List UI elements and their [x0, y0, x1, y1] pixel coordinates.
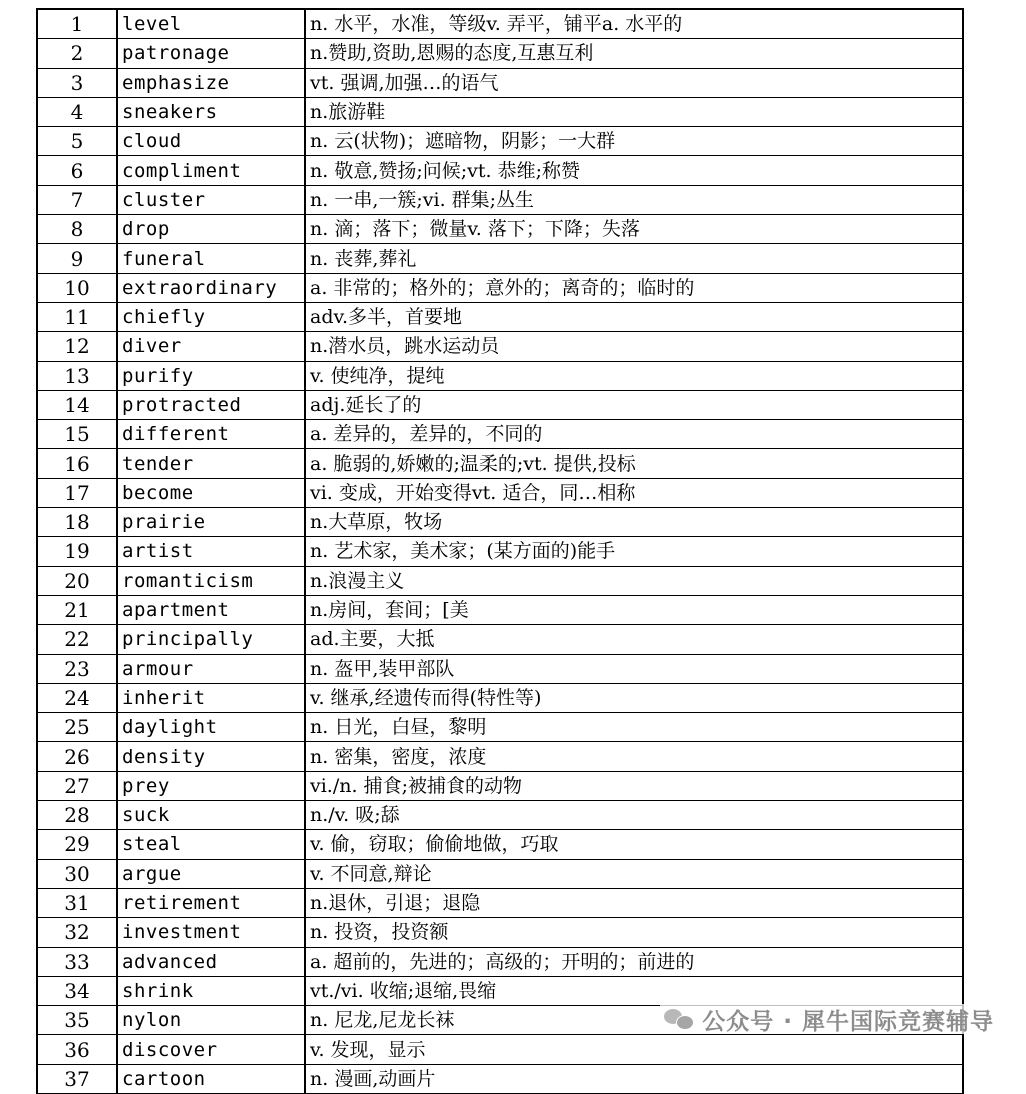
row-word: tender: [117, 449, 305, 478]
row-word: steal: [117, 830, 305, 859]
table-row: [37, 244, 963, 273]
row-definition: a. 脆弱的,娇嫩的;温柔的;vt. 提供,投标: [305, 449, 963, 478]
table-row: [37, 127, 963, 156]
row-word: emphasize: [117, 68, 305, 97]
table-row: [37, 683, 963, 712]
table-row: [37, 771, 963, 800]
row-definition: n.房间，套间；[美: [305, 595, 963, 624]
row-number: 14: [37, 390, 117, 419]
row-number: 18: [37, 508, 117, 537]
row-number: 32: [37, 918, 117, 947]
table-row: [37, 9, 963, 39]
table-row: [37, 478, 963, 507]
row-number: 30: [37, 859, 117, 888]
row-definition: n.大草原，牧场: [305, 508, 963, 537]
row-word: drop: [117, 215, 305, 244]
table-row: [37, 185, 963, 214]
row-word: apartment: [117, 595, 305, 624]
table-row: [37, 420, 963, 449]
table-row: [37, 449, 963, 478]
row-definition: a. 差异的，差异的，不同的: [305, 420, 963, 449]
table-row: [37, 156, 963, 185]
row-number: 36: [37, 1035, 117, 1064]
row-word: cloud: [117, 127, 305, 156]
row-number: 21: [37, 595, 117, 624]
row-word: diver: [117, 332, 305, 361]
row-word: patronage: [117, 39, 305, 68]
row-word: protracted: [117, 390, 305, 419]
row-definition: a. 超前的，先进的；高级的；开明的；前进的: [305, 947, 963, 976]
table-row: [37, 302, 963, 331]
row-definition: n. 漫画,动画片: [305, 1064, 963, 1093]
table-row: [37, 976, 963, 1005]
row-definition: vi. 变成，开始变得vt. 适合，同…相称: [305, 478, 963, 507]
row-number: 28: [37, 801, 117, 830]
row-word: artist: [117, 537, 305, 566]
row-word: investment: [117, 918, 305, 947]
row-definition: n.赞助,资助,恩赐的态度,互惠互利: [305, 39, 963, 68]
row-word: argue: [117, 859, 305, 888]
table-row: [37, 742, 963, 771]
row-word: discover: [117, 1035, 305, 1064]
row-definition: n. 水平，水准，等级v. 弄平，铺平a. 水平的: [305, 9, 963, 39]
row-definition: adv.多半，首要地: [305, 302, 963, 331]
table-row: [37, 39, 963, 68]
row-word: prey: [117, 771, 305, 800]
row-definition: v. 偷，窃取；偷偷地做，巧取: [305, 830, 963, 859]
row-number: 33: [37, 947, 117, 976]
table-row: [37, 947, 963, 976]
table-row: [37, 537, 963, 566]
row-definition: vt. 强调,加强…的语气: [305, 68, 963, 97]
row-word: retirement: [117, 888, 305, 917]
row-definition: n.潜水员，跳水运动员: [305, 332, 963, 361]
row-number: 29: [37, 830, 117, 859]
table-row: [37, 625, 963, 654]
row-number: 10: [37, 273, 117, 302]
row-word: purify: [117, 361, 305, 390]
table-row: [37, 215, 963, 244]
row-number: 5: [37, 127, 117, 156]
table-row: [37, 361, 963, 390]
row-definition: n. 云(状物)；遮暗物，阴影；一大群: [305, 127, 963, 156]
row-number: 27: [37, 771, 117, 800]
row-word: different: [117, 420, 305, 449]
row-number: 24: [37, 683, 117, 712]
table-row: [37, 918, 963, 947]
row-number: 16: [37, 449, 117, 478]
row-number: 23: [37, 654, 117, 683]
row-definition: n. 密集，密度，浓度: [305, 742, 963, 771]
row-definition: a. 非常的；格外的；意外的；离奇的；临时的: [305, 273, 963, 302]
row-number: 11: [37, 302, 117, 331]
row-word: level: [117, 9, 305, 39]
table-row: [37, 273, 963, 302]
row-number: 19: [37, 537, 117, 566]
row-definition: v. 使纯净，提纯: [305, 361, 963, 390]
row-number: 25: [37, 713, 117, 742]
row-word: principally: [117, 625, 305, 654]
row-number: 31: [37, 888, 117, 917]
row-word: cluster: [117, 185, 305, 214]
row-definition: n. 投资，投资额: [305, 918, 963, 947]
row-number: 22: [37, 625, 117, 654]
table-row: [37, 595, 963, 624]
vocabulary-table-body: [37, 9, 963, 1093]
row-number: 7: [37, 185, 117, 214]
row-word: become: [117, 478, 305, 507]
row-word: daylight: [117, 713, 305, 742]
table-row: [37, 654, 963, 683]
row-definition: n./v. 吸;舔: [305, 801, 963, 830]
row-definition: v. 不同意,辩论: [305, 859, 963, 888]
table-row: [37, 97, 963, 126]
vocabulary-table: [36, 8, 964, 1094]
table-row: [37, 332, 963, 361]
row-number: 26: [37, 742, 117, 771]
row-word: armour: [117, 654, 305, 683]
table-row: [37, 68, 963, 97]
row-number: 37: [37, 1064, 117, 1093]
table-row: [37, 713, 963, 742]
table-row: [37, 390, 963, 419]
row-definition: n.浪漫主义: [305, 566, 963, 595]
row-definition: n. 艺术家，美术家；(某方面的)能手: [305, 537, 963, 566]
row-number: 6: [37, 156, 117, 185]
row-word: sneakers: [117, 97, 305, 126]
row-number: 12: [37, 332, 117, 361]
row-definition: n. 一串,一簇;vi. 群集;丛生: [305, 185, 963, 214]
row-word: compliment: [117, 156, 305, 185]
row-definition: n.退休，引退；退隐: [305, 888, 963, 917]
table-row: [37, 1064, 963, 1093]
row-word: funeral: [117, 244, 305, 273]
row-word: shrink: [117, 976, 305, 1005]
row-word: chiefly: [117, 302, 305, 331]
row-definition: v. 发现，显示: [305, 1035, 963, 1064]
row-definition: v. 继承,经遗传而得(特性等): [305, 683, 963, 712]
row-number: 35: [37, 1006, 117, 1035]
row-number: 8: [37, 215, 117, 244]
row-number: 2: [37, 39, 117, 68]
row-number: 9: [37, 244, 117, 273]
row-word: nylon: [117, 1006, 305, 1035]
table-row: [37, 566, 963, 595]
row-definition: n. 滴；落下；微量v. 落下；下降；失落: [305, 215, 963, 244]
row-number: 1: [37, 9, 117, 39]
row-definition: n. 尼龙,尼龙长袜: [305, 1006, 963, 1035]
row-word: extraordinary: [117, 273, 305, 302]
row-definition: adj.延长了的: [305, 390, 963, 419]
row-definition: n. 丧葬,葬礼: [305, 244, 963, 273]
row-definition: n. 敬意,赞扬;问候;vt. 恭维;称赞: [305, 156, 963, 185]
row-word: inherit: [117, 683, 305, 712]
row-definition: n. 日光，白昼，黎明: [305, 713, 963, 742]
row-word: advanced: [117, 947, 305, 976]
table-row: [37, 888, 963, 917]
row-number: 34: [37, 976, 117, 1005]
row-number: 20: [37, 566, 117, 595]
watermark: [660, 1004, 996, 1034]
row-definition: vi./n. 捕食;被捕食的动物: [305, 771, 963, 800]
table-row: [37, 830, 963, 859]
row-number: 3: [37, 68, 117, 97]
table-row: [37, 859, 963, 888]
row-word: prairie: [117, 508, 305, 537]
row-word: romanticism: [117, 566, 305, 595]
row-definition: n.旅游鞋: [305, 97, 963, 126]
row-number: 15: [37, 420, 117, 449]
row-number: 17: [37, 478, 117, 507]
row-number: 4: [37, 97, 117, 126]
table-row: [37, 801, 963, 830]
wechat-icon: [664, 1007, 694, 1031]
row-word: suck: [117, 801, 305, 830]
row-definition: ad.主要，大抵: [305, 625, 963, 654]
watermark-text: 公众号 · 犀牛国际竞赛辅导: [702, 1008, 994, 1035]
table-row: [37, 508, 963, 537]
row-number: 13: [37, 361, 117, 390]
row-word: density: [117, 742, 305, 771]
row-definition: n. 盔甲,装甲部队: [305, 654, 963, 683]
row-definition: vt./vi. 收缩;退缩,畏缩: [305, 976, 963, 1005]
row-word: cartoon: [117, 1064, 305, 1093]
